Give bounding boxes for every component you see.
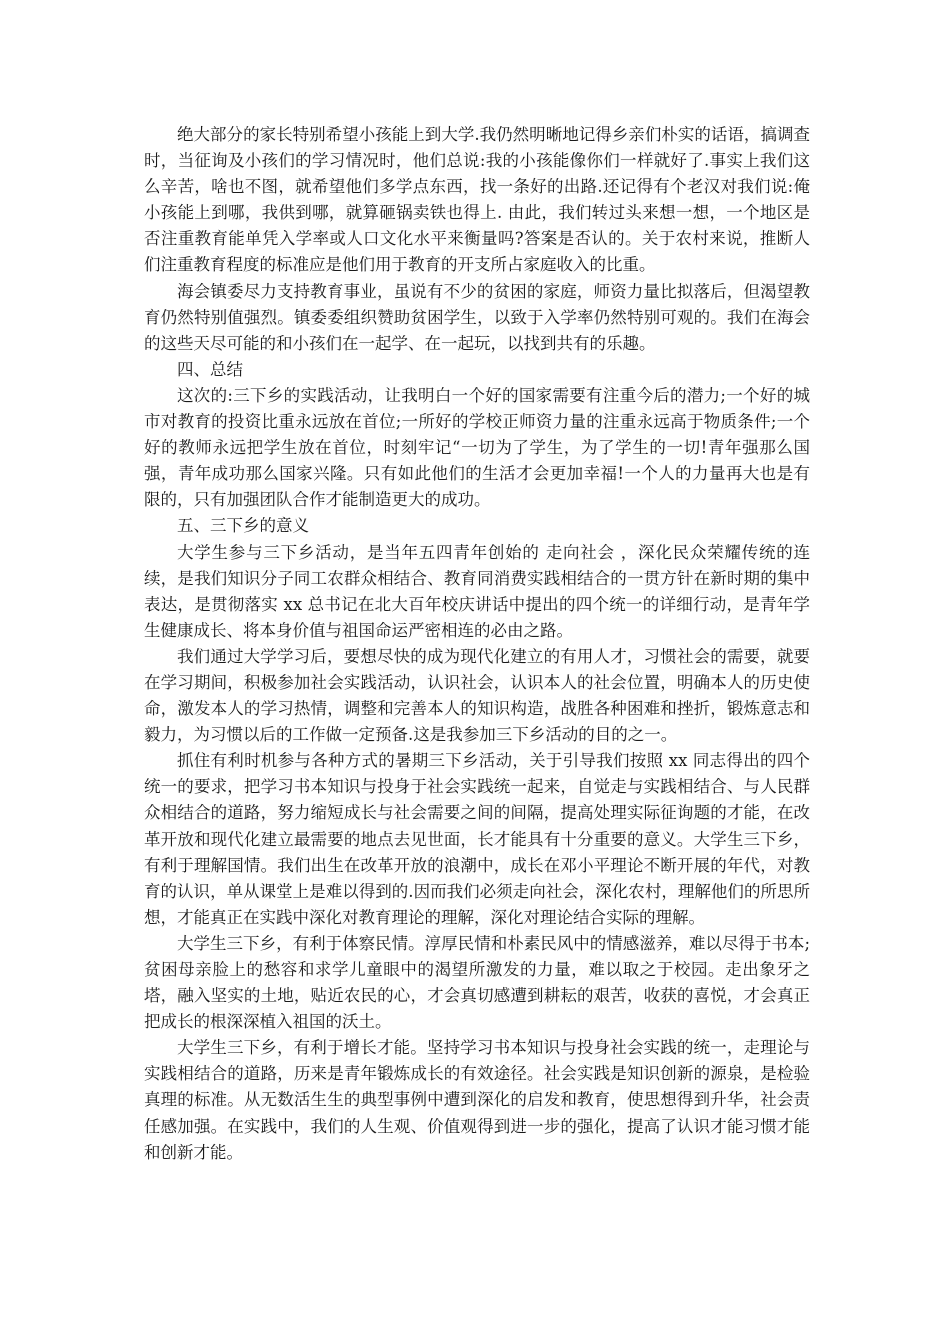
paragraph-haihui-town: 海会镇委尽力支持教育事业，虽说有不少的贫困的家庭，师资力量比拟落后，但渴望教育仍然特别值强烈。镇委委组织赞助贫困学生，以致于入学率仍然特别可观的。我们在海会的这些天尽可能的和小孩们在一起学、在一起玩，以找到共有的乐趣。: [144, 281, 810, 353]
document-body: [144, 122, 810, 1166]
paragraph-summary: 这次的:三下乡的实践活动，让我明白一个好的国家需要有注重今后的潜力;一个好的城市对教育的投资比重永远放在首位;一所好的学校正师资力量的注重永远高于物质条件;一个好的教师永远把学生放在首位，时刻牢记“一切为了学生，为了学生的一切!青年强那么国强，青年成功那么国家兴隆。只有如此他们的生活才会更加幸福!一个人的力量再大也是有限的，只有加强团队合作才能制造更大的成功。: [144, 385, 810, 510]
paragraph-significance-4: 大学生三下乡，有利于体察民情。淳厚民情和朴素民风中的情感滋养，难以尽得于书本;贫困母亲脸上的愁容和求学儿童眼中的渴望所激发的力量，难以取之于校园。走出象牙之塔，融入坚实的土地，贴近农民的心，才会真切感遭到耕耘的艰苦，收获的喜悦，才会真正把成长的根深深植入祖国的沃土。: [144, 933, 810, 1032]
heading-significance: 五、三下乡的意义: [177, 516, 309, 536]
paragraph-significance-3: 抓住有利时机参与各种方式的暑期三下乡活动，关于引导我们按照 xx 同志得出的四个统一的要求，把学习书本知识与投身于社会实践统一起来，自觉走与实践相结合、与人民群众相结合的道路，努力缩短成长与社会需要之间的间隔，提高处理实际征询题的才能，在改革开放和现代化建立最需要的地点去见世面，长才能具有十分重要的意义。大学生三下乡，有利于理解国情。我们出生在改革开放的浪潮中，成长在邓小平理论不断开展的年代，对教育的认识，单从课堂上是难以得到的.因而我们必须走向社会，深化农村，理解他们的所思所想，才能真正在实践中深化对教育理论的理解，深化对理论结合实际的理解。: [144, 751, 810, 927]
paragraph-significance-2: 我们通过大学学习后，要想尽快的成为现代化建立的有用人才，习惯社会的需要，就要在学习期间，积极参加社会实践活动，认识社会，认识本人的社会位置，明确本人的历史使命，激发本人的学习热情，调整和完善本人的知识构造，战胜各种困难和挫折，锻炼意志和毅力，为习惯以后的工作做一定预备.这是我参加三下乡活动的目的之一。: [144, 646, 810, 745]
paragraph-significance-1: 大学生参与三下乡活动，是当年五四青年创始的 走向社会 ，深化民众荣耀传统的连续，是我们知识分子同工农群众相结合、教育同消费实践相结合的一贯方针在新时期的集中表达，是贯彻落实 xx 总书记在北大百年校庆讲话中提出的四个统一的详细行动，是青年学生健康成长、将本身价值与祖国命运严密相连的必由之路。: [144, 542, 810, 640]
heading-summary: 四、总结: [177, 359, 243, 379]
paragraph-parents-hopes: 绝大部分的家长特别希望小孩能上到大学.我仍然明晰地记得乡亲们朴实的话语，搞调查时，当征询及小孩们的学习情况时，他们总说:我的小孩能像你们一样就好了.事实上我们这么辛苦，啥也不图，就希望他们多学点东西，找一条好的出路.还记得有个老汉对我们说:俺小孩能上到哪，我供到哪，就算砸锅卖铁也得上. 由此，我们转过头来想一想，一个地区是否注重教育能单凭入学率或人口文化水平来衡量吗?答案是否认的。关于农村来说，推断人们注重教育程度的标准应是他们用于教育的开支所占家庭收入的比重。: [144, 125, 810, 275]
paragraph-significance-5: 大学生三下乡，有利于增长才能。坚持学习书本知识与投身社会实践的统一，走理论与实践相结合的道路，历来是青年锻炼成长的有效途径。社会实践是知识创新的源泉，是检验真理的标准。从无数活生生的典型事例中遭到深化的启发和教育，使思想得到升华，社会责任感加强。在实践中，我们的人生观、价值观得到进一步的强化，提高了认识才能习惯才能和创新才能。: [144, 1038, 810, 1162]
